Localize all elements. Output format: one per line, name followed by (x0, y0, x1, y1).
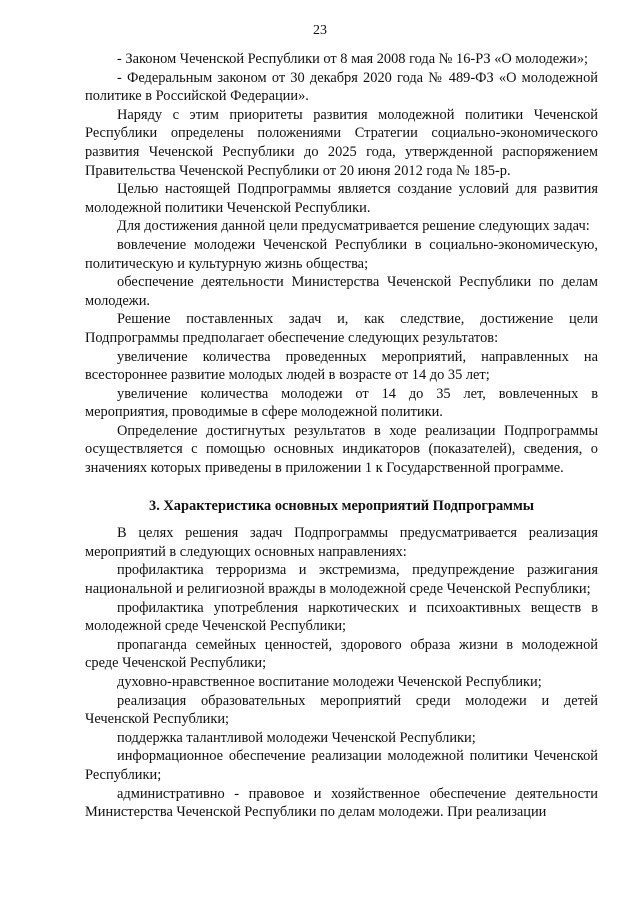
body-paragraph: Определение достигнутых результатов в ходе реализации Подпрограммы осуществляется с помощью основных индикаторов (показателей), сведения, о значениях которых приведены в приложении 1 к Государственной программе. (85, 422, 598, 477)
direction-item: духовно-нравственное воспитание молодежи Чеченской Республики; (117, 674, 542, 690)
result-item: увеличение количества молодежи от 14 до 35 лет, вовлеченных в мероприятия, проводимые в сфере молодежной политики. (85, 385, 598, 421)
section-heading: 3. Характеристика основных мероприятий Подпрограммы (149, 497, 534, 514)
body-paragraph: Целью настоящей Подпрограммы является создание условий для развития молодежной политики Чеченской Республики. (85, 181, 598, 216)
body-paragraph: Решение поставленных задач и, как следствие, достижение цели Подпрограммы предполагает обеспечение следующих результатов: (85, 311, 598, 346)
direction-item: административно - правовое и хозяйственное обеспечение деятельности Министерства Чеченской Республики по делам молодежи. При реализации (85, 785, 598, 821)
page-number: 23 (313, 23, 327, 38)
law-reference-paragraph: - Федеральным законом от 30 декабря 2020 года № 489-ФЗ «О молодежной политике в Российской Федерации». (85, 69, 598, 105)
direction-item: пропаганда семейных ценностей, здорового образа жизни в молодежной среде Чеченской Республики; (85, 636, 598, 672)
result-item: увеличение количества проведенных мероприятий, направленных на всестороннее развитие молодых людей в возрасте от 14 до 35 лет; (85, 348, 598, 384)
document-body (85, 50, 598, 822)
paragraphs-before-heading (85, 50, 598, 478)
direction-item: информационное обеспечение реализации молодежной политики Чеченской Республики; (85, 748, 598, 783)
body-paragraph: Наряду с этим приоритеты развития молодежной политики Чеченской Республики определены положениями Стратегии социально-экономического развития Чеченской Республики до 2025 года, утвержденной распоряжением Правительства Чеченской Республики от 20 июня 2012 года № 185-р. (85, 106, 598, 179)
direction-item: реализация образовательных мероприятий среди молодежи и детей Чеченской Республики; (85, 692, 598, 728)
paragraphs-after-heading (85, 524, 598, 822)
direction-item: поддержка талантливой молодежи Чеченской Республики; (117, 729, 476, 746)
direction-item: профилактика терроризма и экстремизма, предупреждение разжигания национальной и религиозной вражды в молодежной среде Чеченской Республики; (85, 562, 598, 598)
body-paragraph: В целях решения задач Подпрограммы предусматривается реализация мероприятий в следующих основных направлениях: (85, 525, 598, 560)
task-item: вовлечение молодежи Чеченской Республики в социально-экономическую, политическую и культурную жизнь общества; (85, 236, 598, 272)
direction-item: профилактика употребления наркотических и психоактивных веществ в молодежной среде Чеченской Республики; (85, 599, 598, 635)
task-item: обеспечение деятельности Министерства Чеченской Республики по делам молодежи. (85, 274, 598, 309)
body-paragraph: Для достижения данной цели предусматривается решение следующих задач: (117, 218, 590, 235)
law-reference-paragraph: - Законом Чеченской Республики от 8 мая 2008 года № 16-РЗ «О молодежи»; (117, 51, 589, 67)
